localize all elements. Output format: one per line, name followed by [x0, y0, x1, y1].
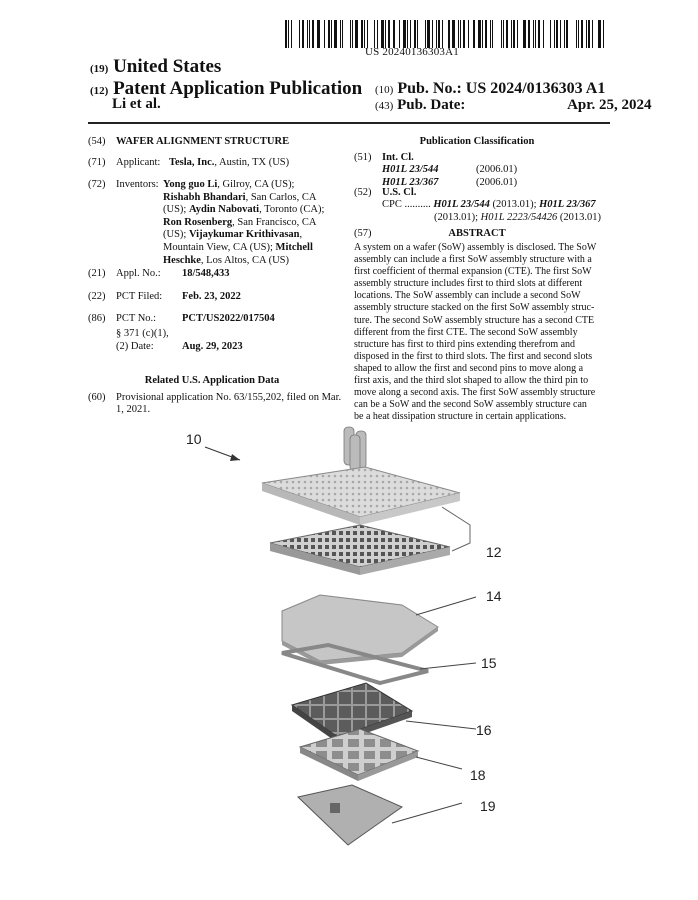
inventor-loc: , Gilroy, CA (US); [217, 179, 295, 190]
barcode-bar [352, 20, 353, 48]
barcode-bar [377, 20, 378, 48]
pub-no-code: (10) [375, 84, 394, 96]
barcode-bar [556, 20, 558, 48]
barcode-bar [302, 20, 304, 48]
barcode-bar [490, 20, 491, 48]
barcode-bar [533, 20, 534, 48]
inventor-loc: (US); [163, 229, 189, 241]
label-19: 19 [480, 798, 496, 814]
cpc-year: (2013.01) [557, 211, 601, 223]
barcode-bar [438, 20, 440, 48]
field-code: (71) [88, 157, 106, 168]
authors: Li et al. [112, 96, 161, 112]
barcode-bar [342, 20, 343, 48]
inventors-field [88, 179, 159, 192]
cpc-year: (2013.01); [489, 199, 540, 210]
barcode-bar [442, 20, 443, 48]
inventor: Vijaykumar Krithivasan [188, 229, 300, 241]
inventor-loc: , [299, 229, 303, 241]
intcl-label: Int. Cl. [382, 152, 414, 163]
barcode-bar [410, 20, 411, 48]
abstract-line: different from the first CTE. The second SoW assembly [354, 326, 578, 338]
s371-date: Aug. 29, 2023 [182, 340, 243, 352]
barcode-bar [414, 20, 416, 48]
inventors-label: Inventors: [116, 179, 159, 190]
abstract-heading: ABSTRACT [448, 228, 506, 239]
ref-arrow-10-head [230, 454, 240, 461]
title-field [88, 136, 289, 149]
barcode-bar [361, 20, 363, 48]
exploded-assembly-figure [170, 425, 530, 855]
leader-15 [420, 663, 476, 669]
top-plate [262, 467, 460, 517]
pct-no-label: PCT No.: [116, 313, 157, 324]
barcode-bar [503, 20, 504, 48]
barcode-bar [564, 20, 565, 48]
field-code: (72) [88, 179, 106, 190]
barcode-bar [285, 20, 287, 48]
inventors-list [163, 179, 328, 267]
barcode-bar [407, 20, 408, 48]
pct-filed: Feb. 23, 2022 [182, 291, 241, 302]
applicant-label: Applicant: [116, 157, 161, 168]
abstract-line: assembly can include a first SoW assembly structure with a [354, 254, 592, 266]
barcode-bar [554, 20, 555, 48]
barcode-bar [331, 20, 332, 48]
barcode-bar [446, 20, 447, 48]
pub-date: Apr. 25, 2024 [567, 97, 652, 113]
inventor: Yong guo Li [163, 179, 218, 190]
barcode-bar [586, 20, 587, 48]
appl-label: Appl. No.: [116, 268, 161, 279]
field-code: (52) [354, 187, 372, 198]
barcode-bar [345, 20, 347, 48]
barcode-bar [511, 20, 512, 48]
chip-layer [292, 683, 412, 737]
barcode-bar [482, 20, 483, 48]
abstract-line: A system on a wafer (SoW) assembly is disclosed. The SoW [354, 242, 597, 253]
pub-no-label: Pub. No.: [397, 80, 462, 97]
cpc-field [382, 199, 602, 224]
field-code: (21) [88, 268, 106, 279]
barcode-bar [501, 20, 502, 48]
barcode-bar [506, 20, 508, 48]
country-code: (19) [90, 63, 109, 75]
uscl-label: U.S. Cl. [382, 187, 417, 198]
inventor: Mitchell [275, 241, 313, 253]
abstract-line: assembly structure includes first to third slots at different [354, 278, 583, 290]
barcode-bar [417, 20, 418, 48]
field-code: (54) [88, 136, 106, 147]
barcode-bar [468, 20, 469, 48]
barcode-bar [399, 20, 400, 48]
pub-no: US 2024/0136303 A1 [465, 80, 606, 97]
label-14: 14 [486, 588, 502, 604]
barcode-bar [538, 20, 540, 48]
barcode-bar [288, 20, 289, 48]
barcode-bar [463, 20, 465, 48]
base-connector [330, 803, 340, 813]
provisional-field [88, 392, 341, 405]
leader-16 [406, 721, 476, 729]
barcode-bar [570, 20, 573, 48]
provisional-text-2: 1, 2021. [116, 404, 151, 415]
barcode-bar [371, 20, 373, 48]
barcode-bar [521, 20, 522, 48]
label-10: 10 [186, 431, 202, 447]
barcode-bar [432, 20, 433, 48]
cpc-code: H01L 2223/54426 [480, 211, 558, 223]
appl-no: 18/548,433 [182, 268, 230, 279]
barcode-bar [393, 20, 395, 48]
country: United States [113, 56, 222, 77]
bracket-12 [442, 507, 470, 551]
barcode-bar [452, 20, 455, 48]
barcode-bar [427, 20, 430, 48]
inventor-loc: , Toronto (CA); [259, 204, 325, 216]
barcode-number: US 20240136303A1 [365, 46, 459, 58]
base-board [298, 785, 402, 845]
barcode-bar [485, 20, 487, 48]
barcode-bar [385, 20, 386, 48]
barcode-bar [523, 20, 526, 48]
s371-label: § 371 (c)(1), [116, 328, 169, 339]
barcode-bar [374, 20, 375, 48]
barcode-bar [603, 20, 604, 48]
invention-title: WAFER ALIGNMENT STRUCTURE [116, 136, 290, 147]
header-divider [88, 122, 610, 124]
cpc-year: (2013.01); [434, 211, 481, 223]
barcode-bar [492, 20, 493, 48]
uscl-field [354, 187, 416, 200]
intcl-list [382, 164, 517, 189]
barcode-bar [458, 20, 459, 48]
barcode-bar [528, 20, 530, 48]
applicant-name: Tesla, Inc. [168, 157, 215, 168]
label-16: 16 [476, 722, 492, 738]
barcode-bar [328, 20, 330, 48]
s371-field [116, 328, 243, 353]
related-heading: Related U.S. Application Data [144, 375, 280, 386]
wafer [282, 595, 438, 661]
abstract-line: move along a second axis. The first SoW assembly structure [354, 387, 596, 399]
barcode-bar [495, 20, 498, 48]
pct-filed-field [88, 291, 241, 304]
cpc-label: CPC .......... [382, 199, 431, 210]
abstract-line: shaped to allow the first and second pins to move along a [354, 362, 584, 374]
inventor: Rishabh Bhandari [163, 191, 246, 203]
connector-cylinders [344, 427, 366, 471]
s371-date-label: (2) Date: [116, 340, 154, 352]
barcode-bar [291, 20, 292, 48]
abstract-line: structure has first to third pins extending therefrom and [354, 338, 576, 350]
block-layer [300, 729, 418, 775]
barcode-bar [566, 20, 568, 48]
abstract-line: ture. The second SoW assembly structure has a second CTE [354, 314, 595, 326]
barcode-bar [312, 20, 314, 48]
barcode-bar [543, 20, 544, 48]
field-code: (51) [354, 152, 372, 163]
pub-date-code: (43) [375, 100, 394, 112]
field-code: (22) [88, 291, 106, 302]
cpc-code: H01L 23/367 [539, 199, 596, 210]
applicant-location: , Austin, TX (US) [214, 157, 290, 168]
barcode-bar [381, 20, 384, 48]
leader-18 [416, 757, 462, 769]
barcode-bar [473, 20, 475, 48]
inventor: Heschke [163, 254, 201, 266]
barcode-bar [388, 20, 390, 48]
barcode-bar [470, 20, 471, 48]
barcode-bar [350, 20, 351, 48]
inventor-loc: (US); [163, 204, 189, 216]
barcode-bar [340, 20, 341, 48]
barcode-bar [598, 20, 601, 48]
barcode-bar [588, 20, 590, 48]
barcode-bar [403, 20, 406, 48]
barcode-bar [535, 20, 536, 48]
barcode-bar [436, 20, 437, 48]
inventor-loc: , San Francisco, CA [232, 216, 317, 228]
label-18: 18 [470, 767, 486, 783]
barcode-bar [420, 20, 422, 48]
label-12: 12 [486, 544, 502, 560]
pct-filed-label: PCT Filed: [116, 291, 163, 302]
intcl-year: (2006.01) [476, 164, 518, 175]
label-15: 15 [481, 655, 497, 671]
barcode-bar [317, 20, 320, 48]
abstract-body [354, 242, 600, 423]
applicant-field [88, 157, 289, 170]
pct-no-field [88, 313, 275, 326]
appl-no-field [88, 268, 230, 281]
pct-no: PCT/US2022/017504 [182, 313, 275, 324]
abstract-code: (57) [354, 228, 372, 239]
classification-heading: Publication Classification [419, 136, 535, 147]
barcode-bar [592, 20, 593, 48]
barcode-bar [478, 20, 481, 48]
country-line [90, 56, 221, 78]
barcode-bar [396, 20, 397, 48]
barcode-bar [460, 20, 461, 48]
barcode-bar [545, 20, 548, 48]
pub-date-label: Pub. Date: [397, 97, 466, 113]
abstract-line: assembly structure stacked on the first SoW assembly struc- [354, 302, 595, 314]
barcode-bar [321, 20, 322, 48]
barcode-bar [367, 20, 368, 48]
barcode-bar [560, 20, 561, 48]
barcode-bar [295, 20, 298, 48]
abstract-line: first coefficient of thermal expansion (CTE). The first SoW [354, 266, 592, 278]
barcode-bar [596, 20, 597, 48]
abstract-line: first axis, and the third slot shaped to allow the third pin to [354, 375, 589, 387]
abstract-line: can be a SoW and the second SoW assembly structure can [354, 399, 587, 411]
barcode-bar [364, 20, 365, 48]
inventor-loc: , Los Altos, CA (US) [200, 254, 290, 266]
barcode-bar [307, 20, 308, 48]
leader-14 [416, 597, 476, 615]
barcode-bar [513, 20, 515, 48]
barcode-bar [324, 20, 325, 48]
provisional-text: Provisional application No. 63/155,202, filed on Mar. [116, 392, 342, 403]
barcode-bar [578, 20, 579, 48]
barcode-bar [581, 20, 583, 48]
intcl-field [354, 152, 414, 165]
barcode-bar [425, 20, 426, 48]
barcode-bar [334, 20, 337, 48]
pub-date-line [375, 97, 652, 114]
barcode-bar [550, 20, 551, 48]
inventor-loc: Mountain View, CA (US); [163, 241, 276, 253]
cpc-code: H01L 23/544 [433, 199, 490, 210]
abstract-line: be a heat dissipation structure in certain applications. [354, 411, 567, 423]
intcl-code: H01L 23/544 [382, 164, 439, 175]
intcl-code: H01L 23/367 [382, 176, 439, 188]
inventor: Aydin Nabovati [188, 204, 260, 216]
kind: Patent Application Publication [113, 78, 363, 99]
abstract-line: disposed in the first to third slots. The first and second slots [354, 350, 593, 362]
barcode [285, 20, 615, 48]
barcode-bar [299, 20, 300, 48]
barcode-bar [517, 20, 518, 48]
inventor-loc: , San Carlos, CA [245, 191, 317, 203]
abstract-line: locations. The SoW assembly can include a second SoW [354, 290, 581, 302]
field-code: (86) [88, 313, 106, 324]
intcl-year: (2006.01) [476, 176, 518, 188]
kind-code: (12) [90, 85, 109, 97]
leader-19 [392, 803, 462, 823]
pub-number-line [375, 80, 605, 98]
barcode-bar [576, 20, 577, 48]
field-code: (60) [88, 392, 106, 403]
barcode-bar [448, 20, 450, 48]
barcode-bar [355, 20, 358, 48]
barcode-bar [309, 20, 310, 48]
inventor: Ron Rosenberg [163, 216, 233, 228]
